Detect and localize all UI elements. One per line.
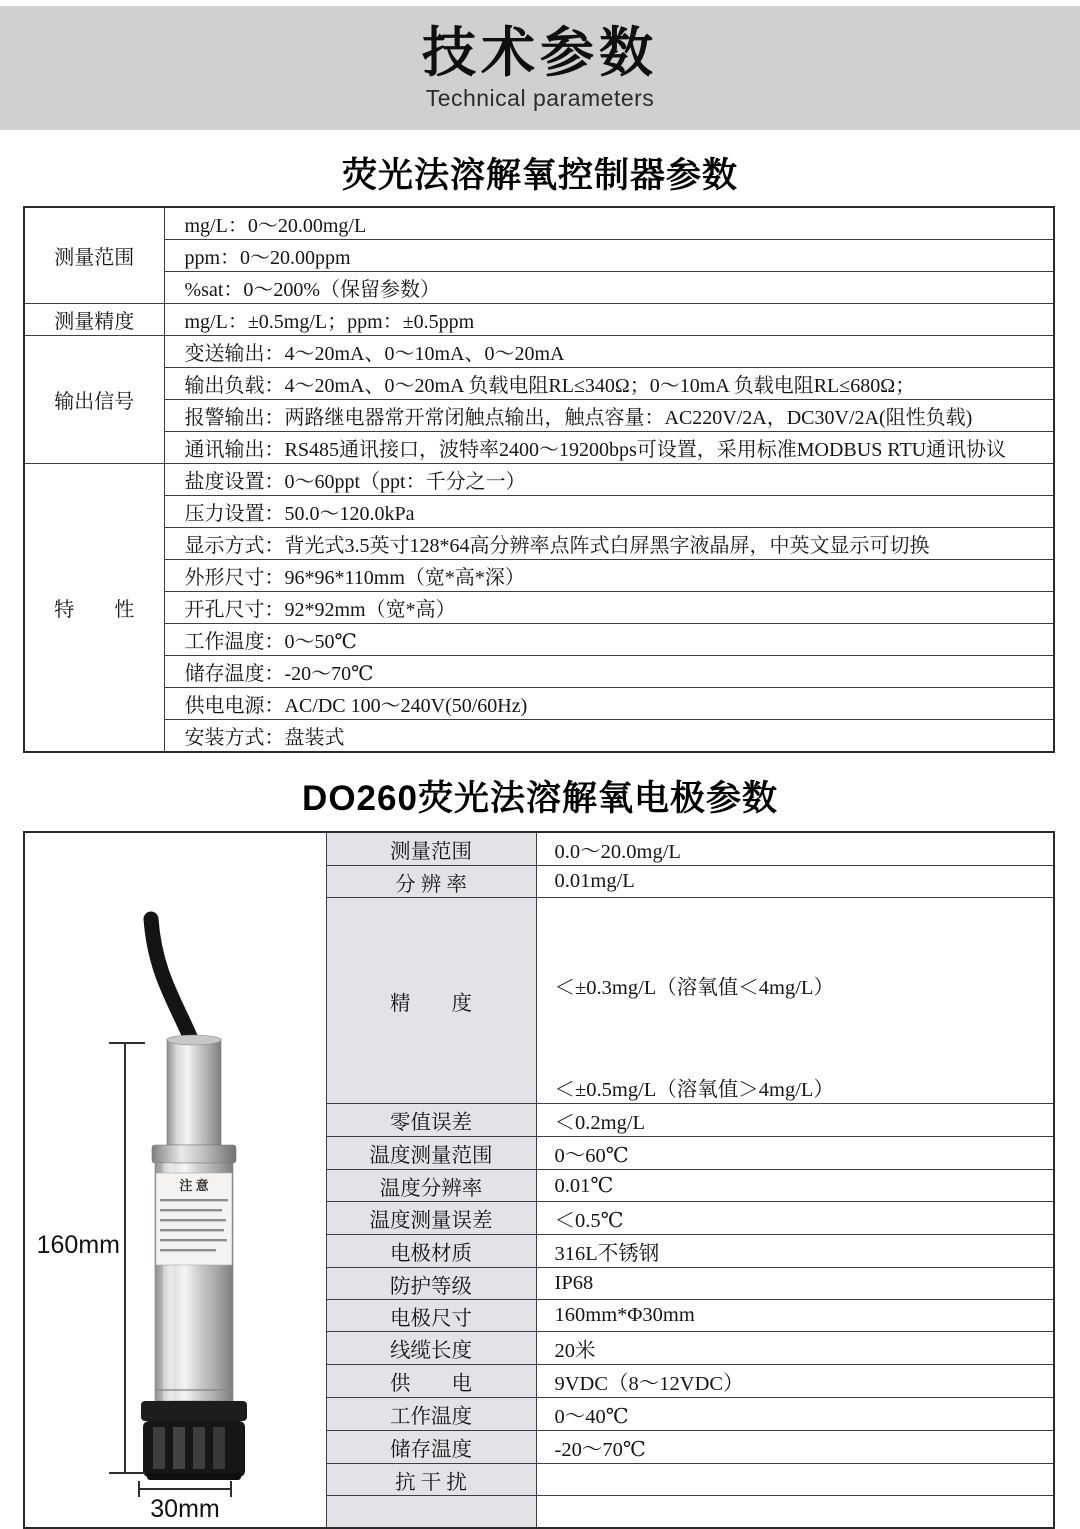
param-value-cell: 0.01mg/L xyxy=(536,866,1054,898)
table-row xyxy=(24,240,1054,272)
table-row xyxy=(24,464,1054,496)
caution-text-line xyxy=(160,1249,216,1251)
param-label-cell: 温度分辨率 xyxy=(326,1170,536,1202)
page-subtitle: Technical parameters xyxy=(425,85,655,112)
param-value-cell: 开孔尺寸：92*92mm（宽*高） xyxy=(164,592,1054,624)
table-row xyxy=(24,560,1054,592)
table-row xyxy=(24,624,1054,656)
param-label-cell: 精 度 xyxy=(326,898,536,1104)
param-value-cell: ＜±0.5mg/L（溶氧值＞4mg/L） xyxy=(536,1071,1054,1104)
param-value-cell: 显示方式：背光式3.5英寸128*64高分辨率点阵式白屏黑字液晶屏，中英文显示可切换 xyxy=(164,528,1054,560)
param-label-cell: 测量范围 xyxy=(326,832,536,866)
param-value-cell: IP68 xyxy=(536,1268,1054,1300)
param-value-cell: 0.0～20.0mg/L xyxy=(536,832,1054,866)
table-row xyxy=(24,400,1054,432)
param-label-cell: 供 电 xyxy=(326,1365,536,1398)
param-label-cell: 分 辨 率 xyxy=(326,866,536,898)
cage-slot xyxy=(193,1427,205,1469)
probe-guard-ring xyxy=(141,1401,247,1421)
param-value-cell: 20米 xyxy=(536,1332,1054,1365)
table-row xyxy=(24,272,1054,304)
param-value-cell: 160mm*Φ30mm xyxy=(536,1300,1054,1332)
param-label-cell: 测量精度 xyxy=(24,304,164,336)
param-value-cell: ＜0.5℃ xyxy=(536,1202,1054,1235)
probe-seam xyxy=(155,1389,233,1391)
param-label-cell: 输出信号 xyxy=(24,336,164,464)
param-label-cell: 温度测量误差 xyxy=(326,1202,536,1235)
table-row xyxy=(24,432,1054,464)
cage-slot xyxy=(153,1427,165,1469)
param-label-cell: 储存温度 xyxy=(326,1431,536,1464)
param-value-cell: 报警输出：两路继电器常开常闭触点输出，触点容量：AC220V/2A，DC30V/2A(阻性负载) xyxy=(164,400,1054,432)
param-value-cell: 通讯输出：RS485通讯接口，波特率2400～19200bps可设置，采用标准MODBUS RTU通讯协议 xyxy=(164,432,1054,464)
table-row xyxy=(24,688,1054,720)
caution-label-title: 注 意 xyxy=(179,1178,209,1193)
table-row xyxy=(24,656,1054,688)
param-value-cell: 变送输出：4～20mA、0～10mA、0～20mA xyxy=(164,336,1054,368)
header-band xyxy=(0,6,1080,130)
probe-top-cap xyxy=(167,1039,221,1145)
table-row xyxy=(24,207,1054,240)
cage-slot xyxy=(173,1427,185,1469)
table-row xyxy=(24,592,1054,624)
table-row xyxy=(24,832,1054,866)
param-value-cell: 输出负载：4～20mA、0～20mA 负载电阻RL≤340Ω；0～10mA 负载电阻RL≤680Ω； xyxy=(164,368,1054,400)
param-value-cell: 外形尺寸：96*96*110mm（宽*高*深） xyxy=(164,560,1054,592)
param-value-cell: 压力设置：50.0～120.0kPa xyxy=(164,496,1054,528)
param-value-cell: ppm：0～20.00ppm xyxy=(164,240,1054,272)
param-value-cell: 9VDC（8～12VDC） xyxy=(536,1365,1054,1398)
param-value-cell: 316L不锈钢 xyxy=(536,1235,1054,1268)
electrode-section-title: DO260荧光法溶解氧电极参数 xyxy=(302,779,778,818)
caution-text-line xyxy=(160,1229,224,1231)
controller-section-title: 荧光法溶解氧控制器参数 xyxy=(341,156,738,195)
param-label-cell: 测量范围 xyxy=(24,207,164,304)
controller-table xyxy=(23,206,1055,753)
param-label-cell: 温度测量范围 xyxy=(326,1137,536,1170)
param-label-cell: 工作温度 xyxy=(326,1398,536,1431)
param-value-cell: 供电电源：AC/DC 100～240V(50/60Hz) xyxy=(164,688,1054,720)
param-value-cell: 安装方式：盘装式 xyxy=(164,720,1054,753)
param-value-cell: 0～60℃ xyxy=(536,1137,1054,1170)
param-value-cell: 盐度设置：0～60ppt（ppt：千分之一） xyxy=(164,464,1054,496)
param-value-cell: mg/L：±0.5mg/L；ppm：±0.5ppm xyxy=(164,304,1054,336)
page-title: 技术参数 xyxy=(422,22,658,83)
table-row xyxy=(24,528,1054,560)
param-label-cell: 零值误差 xyxy=(326,1104,536,1137)
param-value-cell: mg/L：0～20.00mg/L xyxy=(164,207,1054,240)
caution-text-line xyxy=(160,1219,226,1221)
param-value-cell: 0～40℃ xyxy=(536,1398,1054,1431)
param-label-cell xyxy=(326,1496,536,1529)
param-value-cell: 0.01℃ xyxy=(536,1170,1054,1202)
param-label-cell: 线缆长度 xyxy=(326,1332,536,1365)
cage-slot xyxy=(213,1427,225,1469)
param-value-cell xyxy=(536,1464,1054,1496)
table-row xyxy=(24,368,1054,400)
param-label-cell: 防护等级 xyxy=(326,1268,536,1300)
probe-photo-cell xyxy=(24,832,326,1528)
param-value-cell: %sat：0～200%（保留参数） xyxy=(164,272,1054,304)
dim-diameter-label: 30mm xyxy=(150,1495,220,1521)
param-label-cell: 抗 干 扰 xyxy=(326,1464,536,1496)
caution-text-line xyxy=(160,1199,228,1201)
param-value-cell: 工作温度：0～50℃ xyxy=(164,624,1054,656)
electrode-table xyxy=(23,831,1055,1529)
probe-cable xyxy=(151,919,191,1039)
table-row xyxy=(24,720,1054,753)
table-row xyxy=(24,336,1054,368)
param-label-cell: 特 性 xyxy=(24,464,164,753)
table-row xyxy=(24,304,1054,336)
param-label-cell: 电极材质 xyxy=(326,1235,536,1268)
param-value-cell: ＜±0.3mg/L（溶氧值＜4mg/L） xyxy=(536,898,1054,1072)
cage-bottom xyxy=(147,1473,241,1480)
probe-flange xyxy=(152,1145,236,1163)
dim-length-label: 160mm xyxy=(36,1231,120,1259)
param-value-cell xyxy=(536,1496,1054,1529)
param-value-cell: -20～70℃ xyxy=(536,1431,1054,1464)
probe-cap-top xyxy=(167,1035,221,1045)
probe-photo xyxy=(25,833,325,1521)
caution-text-line xyxy=(160,1209,222,1211)
table-row xyxy=(24,496,1054,528)
param-label-cell: 电极尺寸 xyxy=(326,1300,536,1332)
param-value-cell: 储存温度：-20～70℃ xyxy=(164,656,1054,688)
caution-text-line xyxy=(160,1239,227,1241)
param-value-cell: ＜0.2mg/L xyxy=(536,1104,1054,1137)
